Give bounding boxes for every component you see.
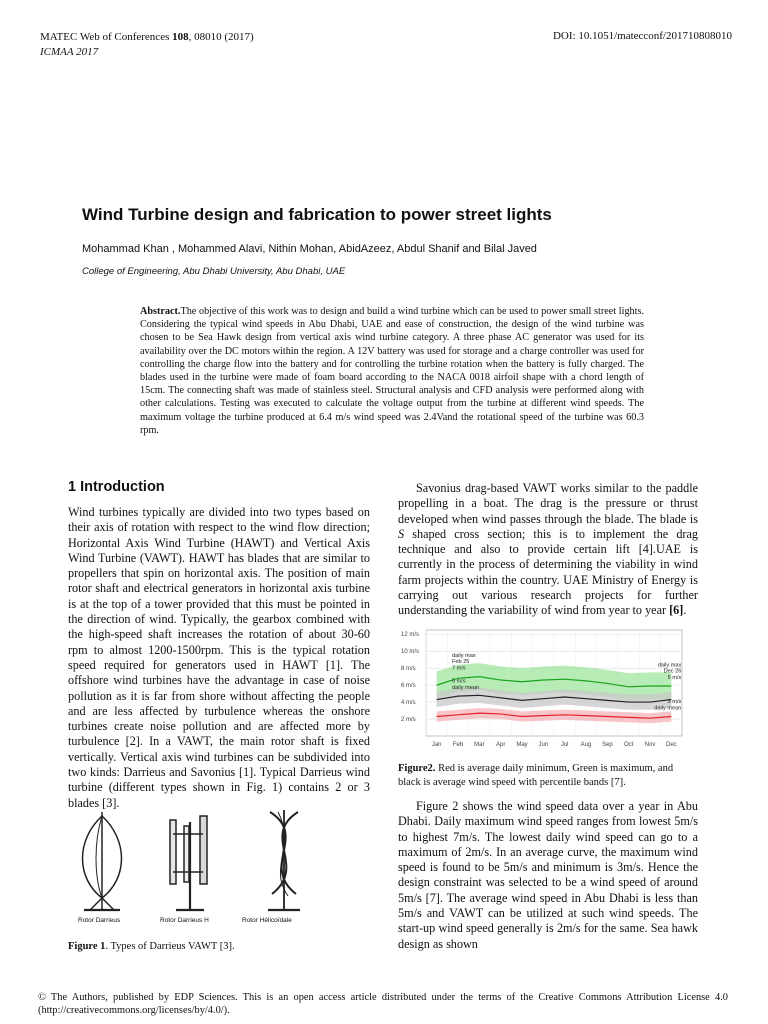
chart-annotation: 3 m/s xyxy=(667,699,682,706)
darrieus-blade-back xyxy=(96,816,102,898)
abstract xyxy=(140,305,644,437)
figure-2-caption: Figure2. Red is average daily minimum, Green is maximum, and black is average wind speed with percentile bands [7]. xyxy=(398,763,674,788)
abstract-text: The objective of this work was to design and build a wind turbine which can be used to power small street lights. Considering the typical wind speeds in Abu Dhabi, UAE and ease of construction, the design of the wind turbine was chosen to be Sea Hawk design from vertical axis wind turbine category. A three phase AC generator was used for its availability over the DC motors within the region. A 12V battery was used for storage and a charge controller was used for controlling the charge flow into the battery and for controlling the turbine rotation when the battery is fully charged. The blades used in the turbine were made of foam board according to the NACA 0018 airfoil shape with a chord length of 15cm. The connecting shaft was made of stainless steel. Structural analysis and CFD analysis were performed along with other calculations. Testing was executed to calculate the voltage output from the turbine at different wind speeds. The maximum voltage the turbine produced at 6.4 m/s wind speed was 2.4Vand the rotational speed of the turbine was 60.3 rpm. xyxy=(140,306,644,436)
x-tick-label: Mar xyxy=(474,742,485,748)
chart-annotation: daily max xyxy=(452,653,476,660)
chart-annotation: daily max xyxy=(657,662,682,669)
chart-annotation: 5 m/s xyxy=(452,678,466,685)
y-tick-label: 8 m/s xyxy=(401,666,416,673)
figure-1-label: Rotor Hélicoïdale xyxy=(242,917,292,924)
volume-number: 108 xyxy=(172,31,189,43)
figure-1-caption: Figure 1. Types of Darrieus VAWT [3]. xyxy=(68,941,235,952)
chart-annotation: Dec 26 xyxy=(663,668,682,675)
x-tick-label: Feb xyxy=(452,742,464,748)
y-tick-label: 4 m/s xyxy=(401,700,416,707)
x-tick-label: Nov xyxy=(644,742,656,748)
intro-paragraph-2: Savonius drag-based VAWT works similar to the paddle propelling in a boat. The drag is the pressure or thrust developed when wind passes through the blade. The blade is S shaped cross section; this is to implement the drag technique and also to provide certain lift [4].UAE is currently in the process of determining the viability in wind farm projects within the country. UAE Ministry of Energy is carrying out various research projects for further understanding the variability of wind from year to year [6]. xyxy=(398,481,698,618)
chart-annotation: 7 m/s xyxy=(452,665,466,672)
x-tick-label: Apr xyxy=(495,742,506,748)
figure-2-chart xyxy=(398,626,688,754)
section-heading: 1 Introduction xyxy=(68,479,165,495)
figure-1-illustration xyxy=(72,806,330,934)
darrieus-rotors-drawing xyxy=(72,806,330,934)
running-header xyxy=(40,30,254,60)
chart-annotation: 5 m/s xyxy=(667,674,682,681)
affiliation: College of Engineering, Abu Dhabi University, Abu Dhabi, UAE xyxy=(82,266,346,277)
wind-speed-chart xyxy=(398,626,688,754)
abstract-label: Abstract. xyxy=(140,306,181,317)
license-footer: © The Authors, published by EDP Sciences. This is an open access article distributed under the terms of the Creative Commons Attribution License 4.0 (http://creativecommons.org/licenses/by/4.0/). xyxy=(38,992,728,1016)
author-list: Mohammad Khan , Mohammed Alavi, Nithin Mohan, AbidAzeez, Abdul Shanif and Bilal Javed xyxy=(82,243,537,255)
y-tick-label: 2 m/s xyxy=(401,717,416,724)
h-rotor-blade-2 xyxy=(200,816,207,884)
h-rotor-blade-1 xyxy=(170,820,176,884)
figure-1-label: Rotor Darrieus xyxy=(78,917,121,924)
doi-link[interactable]: DOI: 10.1051/matecconf/201710808010 xyxy=(552,30,732,42)
citation-link[interactable]: [6] xyxy=(669,603,684,618)
y-tick-label: 6 m/s xyxy=(401,683,416,690)
chart-annotation: daily mean xyxy=(654,705,682,712)
chart-annotation: Feb 25 xyxy=(452,659,470,666)
x-tick-label: Sep xyxy=(601,742,613,748)
x-tick-label: May xyxy=(516,742,528,748)
paper-title: Wind Turbine design and fabrication to power street lights xyxy=(82,205,552,224)
darrieus-blade-right xyxy=(102,816,122,898)
x-tick-label: Jul xyxy=(560,742,569,748)
chart-annotation: daily mean xyxy=(452,684,480,691)
y-tick-label: 12 m/s xyxy=(401,632,420,639)
x-tick-label: Oct xyxy=(623,742,634,748)
y-tick-label: 10 m/s xyxy=(401,649,420,656)
x-tick-label: Dec xyxy=(665,742,677,748)
x-tick-label: Jan xyxy=(431,742,442,748)
journal-citation: MATEC Web of Conferences 108, 08010 (2017) xyxy=(40,31,254,43)
conference-name: ICMAA 2017 xyxy=(40,46,99,58)
x-tick-label: Aug xyxy=(580,742,592,748)
figure-1-label: Rotor Darrieus H xyxy=(160,917,209,924)
x-tick-label: Jun xyxy=(538,742,549,748)
intro-paragraph-3: Figure 2 shows the wind speed data over a year in Abu Dhabi. Daily maximum wind speed ranges from lowest 5m/s to highest 7m/s. The lowest daily wind speed can go to a maximum of 2m/s. In an average curve, the maximum wind speed is found to be 5m/s and minimum is 3m/s. Hence the design constraint was selected to be a wind speed of around 5m/s [7]. The average wind speed in Abu Dhabi is less than 5m/s and VAWT can be utilized at such wind speeds. The start-up wind speed generally is 2m/s for the same. Sea hawk design as shown xyxy=(398,799,698,951)
intro-paragraph-1: Wind turbines typically are divided into two types based on their axis of rotation with respect to the wind flow direction; Horizontal Axis Wind Turbine (HAWT) and Vertical Axis Wind Turbine (VAWT). HAWT has blades that are similar to propellers that spin on horizontal axis. The position of main rotor shaft and electrical generators in horizontal axis turbine is at the top of a tower provided that this must be pointed in the direction of wind. Typically, the gearbox combined with the high-speed shaft increases the rotation of about 30-60 rpm to almost 1200-1500rpm. This is the typical rotation speed required for generators used in HAWT [1]. The offshore wind turbines have the advantage in case of noise pollution as it is far from shore without affecting the people and are less affected by turbulence whereas the onshore turbines create noise pollution and are affected more by turbulence [2]. In a VAWT, the main rotor shaft is fixed vertically. Vertical axis wind turbines can be subdivided into two kinds: Darrieus and Savonius [1]. Typical Darrieus wind turbine (different types shown in Fig. 1) contains 2 or 3 blades [3]. xyxy=(68,505,370,810)
